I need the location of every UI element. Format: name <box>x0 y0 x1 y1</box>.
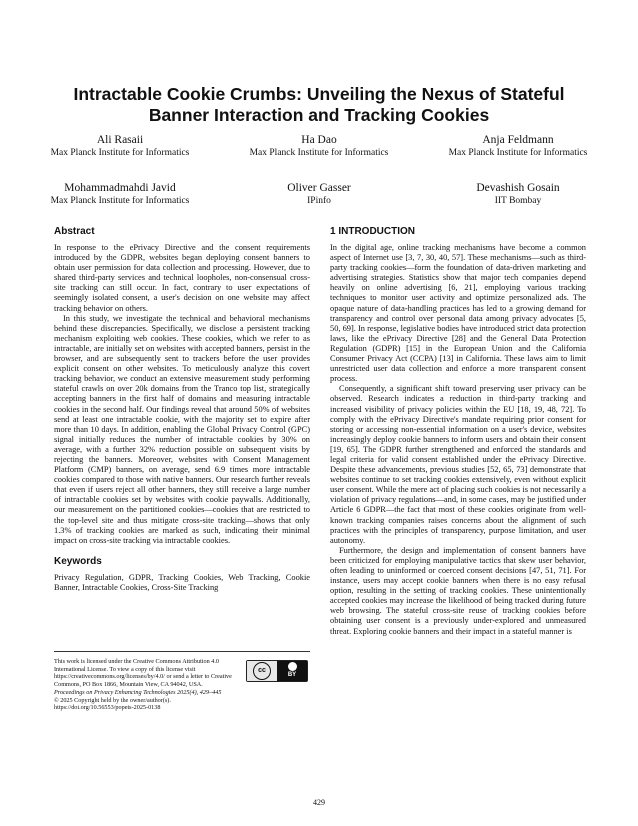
license-text: This work is licensed under the Creative Commons Attribution 4.0 International License. To view a copy of this license visit https://creativecommons.org/licenses/by/4.0/ or send a letter to Creative Commons, PO Box 1866, Mountain View, CA 94042, USA. <box>54 658 232 689</box>
author-name: Ha Dao <box>301 134 337 146</box>
author-affiliation: IIT Bombay <box>494 196 542 206</box>
introduction-paragraph: Consequently, a significant shift toward preserving user privacy can be observed. Research indicates a reduction in third-party tracking and increased visibility of privacy policies within the EU [18, 19, 48, 72]. To comply with the ePrivacy Directive's mandate requiring prior consent for storing or accessing non-essential information on a user's device, websites increasingly deploy cookie banners to inform users and obtain their consent [19, 65]. The GDPR further strengthened and enforced the standards and legal criteria for valid consent established under the ePrivacy Directive. Despite these advancements, previous studies [52, 65, 73] demonstrate that websites continue to set tracking cookies extensively, even without explicit user consent. While the mere act of placing such cookies is not necessarily a violation of privacy regulations—and, in some cases, may be justified under Article 6 GDPR—the fact that most of these cookies originate from well-known tracking companies raises concerns about the alignment of such practices with the principles of transparency, purpose limitation, and user autonomy. <box>330 384 586 545</box>
page-number: 429 <box>313 798 325 807</box>
keywords-heading: Keywords <box>54 555 102 567</box>
author-block <box>219 182 419 208</box>
license-box <box>54 651 310 712</box>
author-name: Oliver Gasser <box>287 182 351 194</box>
introduction-heading: 1 INTRODUCTION <box>330 226 415 237</box>
author-block <box>20 134 220 160</box>
author-name: Ali Rasaii <box>96 134 144 146</box>
by-label: BY <box>287 672 297 679</box>
author-name: Devashish Gosain <box>476 182 560 194</box>
author-block <box>418 134 618 160</box>
keywords-text: Privacy Regulation, GDPR, Tracking Cookies, Web Tracking, Cookie Banner, Intractable Cookies, Cross-Site Tracking <box>54 572 310 592</box>
cc-by-badge <box>246 660 308 682</box>
author-block <box>20 182 220 208</box>
paper-title-line-1: Intractable Cookie Crumbs: Unveiling the Nexus of Stateful <box>73 84 565 104</box>
person-icon <box>288 662 297 671</box>
author-affiliation: Max Planck Institute for Informatics <box>50 196 190 206</box>
right-column <box>330 226 586 637</box>
doi-link[interactable]: https://doi.org/10.56553/popets-2025-0138 <box>54 704 161 712</box>
proceedings-line: Proceedings on Privacy Enhancing Technologies 2025(4), 429–445 <box>54 688 222 696</box>
author-affiliation: Max Planck Institute for Informatics <box>448 148 588 158</box>
author-name: Anja Feldmann <box>482 134 554 146</box>
abstract-paragraph: In response to the ePrivacy Directive and the consent requirements introduced by the GDPR, websites began deploying consent banners to obtain user permission for data collection and processing. However, due to shared third-party services and technical loopholes, non-consensual cross-site tracking can still occur. In fact, contrary to user expectations of seemingly isolated consent, a user's decision on one website may affect tracking behavior on others. <box>54 243 310 313</box>
author-affiliation: IPinfo <box>307 196 331 206</box>
by-attribution-icon <box>277 661 307 681</box>
introduction-paragraph: In the digital age, online tracking mechanisms have become a common aspect of Internet use [3, 7, 30, 40, 57]. These mechanisms—such as third-party tracking cookies—form the foundation of data-driven marketing and advertising strategies. Statistics show that major tech companies depend heavily on online advertising [6, 21], employing various tracking techniques to monitor user activity and optimize personalized ads. The opaque nature of data-handling practices has led to a growing demand for transparency and control over personal data among privacy advocates [5, 50, 69]. In response, legislative bodies have introduced strict data protection laws, like the ePrivacy Directive [28] and the General Data Protection Regulation (GDPR) [15] in the European Union and the California Consumer Privacy Act (CCPA) [13] in California. These laws aim to limit unrestricted user data collection and enforce a more transparent consent process. <box>330 243 586 384</box>
abstract-heading: Abstract <box>54 226 95 237</box>
author-name: Mohammadmahdi Javid <box>64 182 176 194</box>
author-affiliation: Max Planck Institute for Informatics <box>249 148 389 158</box>
paper-title <box>40 84 598 126</box>
introduction-paragraph: Furthermore, the design and implementation of consent banners have been criticized for employing manipulative tactics that skew user behavior, often leading to uninformed or coerced consent decisions [47, 51, 71]. For instance, users may accept cookie banners when there is no easy refusal option, resulting in the setting of tracking cookies. These unintentionally accepted cookies may increase the likelihood of being tracked during future web browsing. The stateful cross-site reuse of tracking cookies before obtaining user consent is a previously under-explored and unmeasured threat. Exploring cookie banners and their impact in a stateful manner is <box>330 545 586 636</box>
paper-title-line-2: Banner Interaction and Tracking Cookies <box>148 105 490 125</box>
abstract-paragraph: In this study, we investigate the technical and behavioral mechanisms behind these discrepancies. Specifically, we disclose a persistent tracking mechanism exploiting web cookies. These cookies, which we refer to as intractable, are initially set on websites with accepted banners, persist in the browser, and are subsequently sent to trackers before the user provides explicit consent on other websites. To meticulously analyze this covert tracking behavior, we conduct an extensive measurement study performing stateful crawls on over 20k domains from the Tranco top list, strategically accepting banners in the first half of domains and measuring intractable cookies in the second half. Our findings reveal that around 50% of websites send at least one intractable cookie, with the majority set to expire after more than 10 days. In addition, enabling the Global Privacy Control (GPC) signal initially reduces the number of intractable cookies by 30% on average, with a further 32% reduction possible on subsequent visits by rejecting the banners. Moreover, websites with Consent Management Platform (CMP) banners, on average, send 6.9 times more intractable cookies compared to those with native banners. Our research further reveals that even if users reject all other banners, they still receive a large number of intractable cookies set by websites with cookie paywalls. Additionally, our measurement on the partitioned cookies—cookies that are restricted to the top-level site and thus mitigate cross-site tracking—shows that only 1.3% of tracking cookies are marked as such, indicating their minimal impact on cross-site tracking via intractable cookies. <box>54 313 310 545</box>
copyright-line: © 2025 Copyright held by the owner/author(s). <box>54 696 171 704</box>
author-block <box>418 182 618 208</box>
left-column <box>54 226 310 593</box>
cc-circle-icon: cc <box>253 662 271 680</box>
author-affiliation: Max Planck Institute for Informatics <box>50 148 190 158</box>
author-block <box>219 134 419 160</box>
cc-logo-icon <box>247 661 277 681</box>
